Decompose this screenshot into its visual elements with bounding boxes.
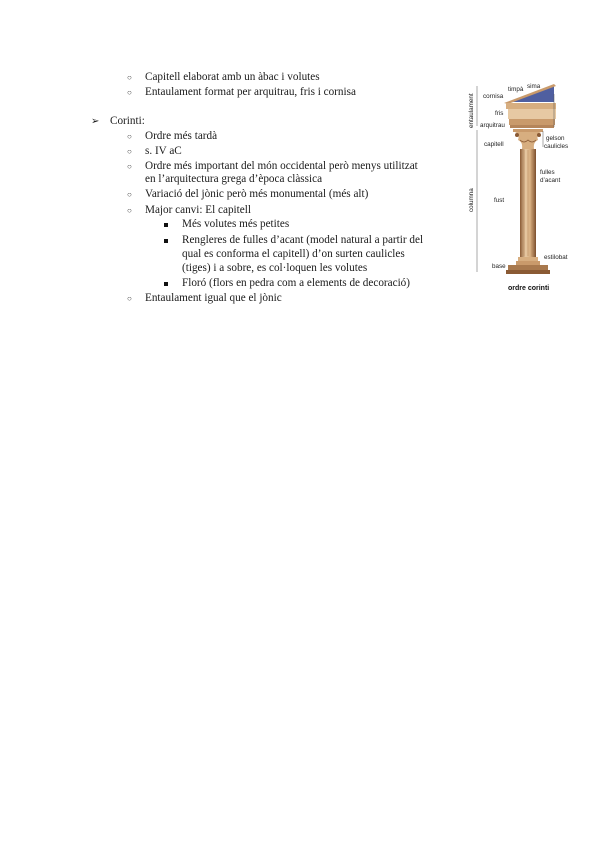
list-item: Ordre més important del món occidental però menys utilitzat	[145, 160, 418, 172]
circle-bullet-icon: ○	[127, 190, 132, 199]
corinthian-order-figure	[468, 82, 580, 294]
section-title: Corinti:	[110, 115, 145, 127]
circle-bullet-icon: ○	[127, 132, 132, 141]
circle-bullet-icon: ○	[127, 294, 132, 303]
volute-left	[515, 133, 519, 137]
column-base-torus	[518, 257, 538, 261]
abacus-shape	[513, 129, 543, 132]
architrave-band	[509, 119, 555, 125]
circle-bullet-icon: ○	[127, 162, 132, 171]
sub-list-item-continuation: (tiges) i a sobre, es col·loquen les volutes	[182, 262, 368, 274]
frieze-band	[508, 109, 556, 119]
square-bullet-icon	[164, 223, 168, 227]
sima-label: sima	[527, 83, 541, 90]
sub-list-item-continuation: qual es conforma el capitell) d’on surten caulicles	[182, 248, 405, 260]
volute-right	[537, 133, 541, 137]
stylobate	[508, 265, 548, 270]
sub-list-item: Floró (flors en pedra com a elements de decoració)	[182, 277, 411, 289]
columna-label: columna	[468, 188, 475, 212]
list-item: Entaulament format per arquitrau, fris i cornisa	[145, 86, 356, 98]
circle-bullet-icon: ○	[127, 147, 132, 156]
entaulament-label: entaulament	[468, 93, 475, 128]
circle-bullet-icon: ○	[127, 73, 132, 82]
capitell-label: capitell	[484, 141, 504, 148]
square-bullet-icon	[164, 239, 168, 243]
figure-caption: ordre corinti	[508, 285, 550, 292]
architrave-fascia	[510, 125, 554, 128]
circle-bullet-icon: ○	[127, 206, 132, 215]
arquitrau-label: arquitrau	[480, 122, 505, 129]
timpa-label: timpà	[508, 86, 524, 93]
square-bullet-icon	[164, 282, 168, 286]
circle-bullet-icon: ○	[127, 88, 132, 97]
list-item: Variació del jònic però més monumental (més alt)	[145, 188, 369, 200]
stylobate-step	[506, 270, 550, 274]
sub-list-item: Rengleres de fulles d’acant (model natural a partir del	[182, 234, 424, 246]
estilobat-label: estilobat	[544, 254, 568, 261]
list-item-continuation: en l’arquitectura grega d’època clàssica	[145, 173, 323, 185]
list-item: Entaulament igual que el jònic	[145, 292, 282, 304]
fust-label: fust	[494, 197, 505, 204]
acant-label: d’acant	[540, 177, 561, 184]
sub-list-item: Més volutes més petites	[182, 218, 290, 230]
gelson-label: gelson	[546, 135, 565, 142]
list-item: s. IV aC	[145, 145, 182, 157]
column-base-plinth	[516, 261, 540, 265]
arrow-bullet-icon: ➢	[91, 116, 100, 127]
base-label: base	[492, 263, 506, 270]
list-item: Major canvi: El capitell	[145, 204, 251, 216]
cornice-band	[506, 103, 556, 109]
list-item: Ordre més tardà	[145, 130, 218, 142]
cornisa-label: cornisa	[483, 93, 504, 100]
fris-label: fris	[495, 110, 504, 117]
caulicles-label: caulicles	[544, 143, 569, 150]
list-item: Capitell elaborat amb un àbac i volutes	[145, 71, 320, 83]
fulles-label: fulles	[540, 169, 555, 176]
